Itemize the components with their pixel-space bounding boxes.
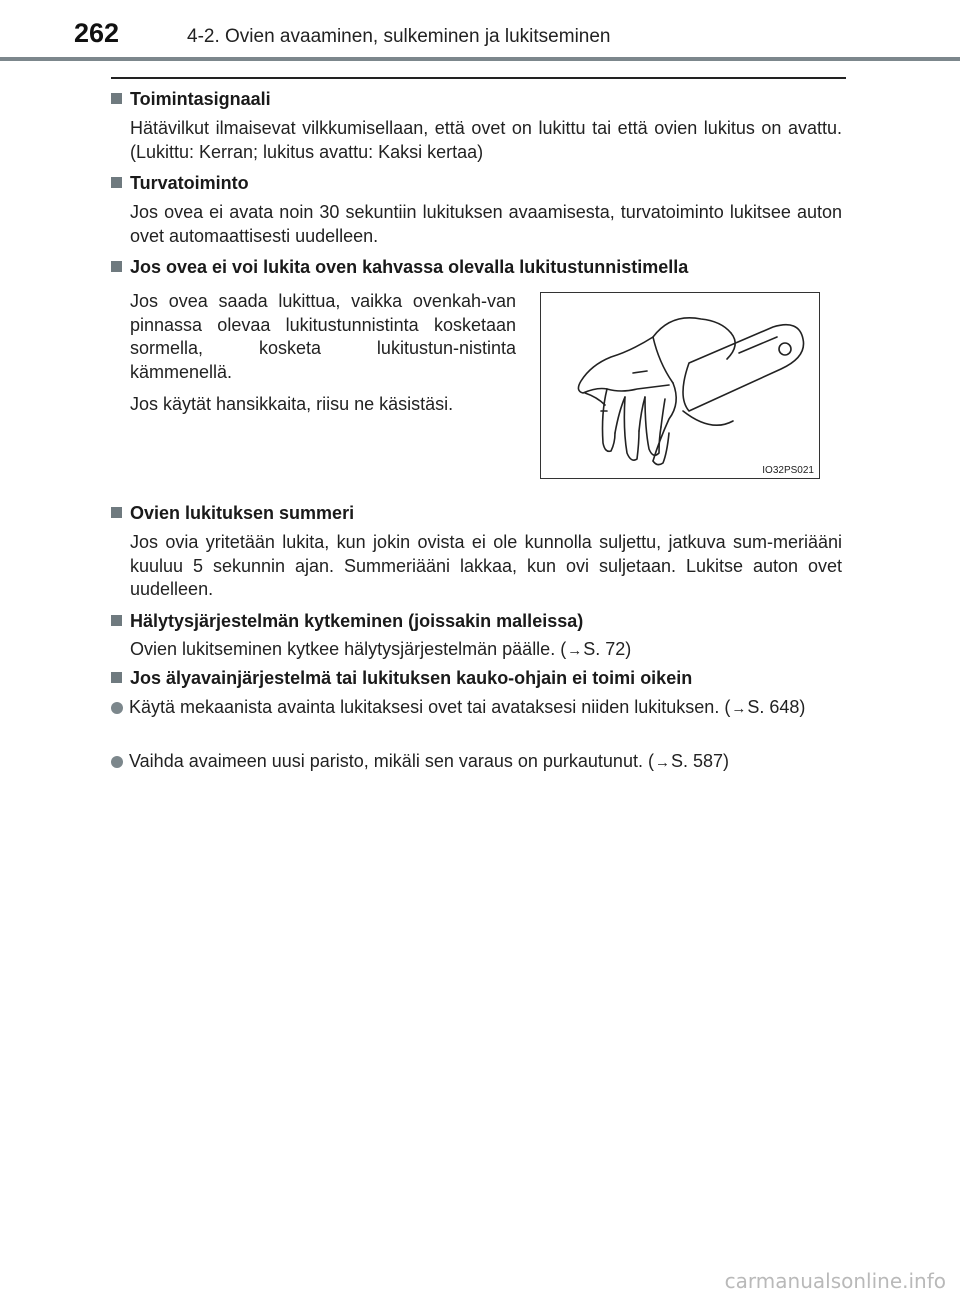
watermark: carmanualsonline.info [724, 1269, 946, 1293]
section-text: Ovien lukitseminen kytkee hälytysjärjestelmän päälle. (→S. 72) [130, 639, 632, 659]
section-text: Jos ovea saada lukittua, vaikka ovenkah-van pinnassa olevaa lukitustunnistinta kosketaan sormella, kosketa lukitustun-nistinta kämmenellä. [130, 291, 516, 382]
square-bullet-icon [111, 615, 122, 626]
section-heading: Turvatoiminto [111, 173, 249, 194]
arrow-right-icon: → [567, 642, 583, 659]
chapter-title: 4-2. Ovien avaaminen, sulkeminen ja lukitseminen [187, 26, 611, 47]
arrow-right-icon: → [731, 700, 747, 717]
top-rule [111, 77, 846, 79]
section-text: Jos ovea ei avata noin 30 sekuntiin lukituksen avaamisesta, turvatoiminto lukitsee auton ovet automaattisesti uudelleen. [130, 202, 842, 246]
hand-on-door-handle-figure [540, 292, 820, 479]
figure-code: IO32PS021 [762, 465, 814, 476]
header-bar [0, 57, 960, 61]
page-reference[interactable]: S. 587) [670, 751, 729, 771]
section-heading: Ovien lukituksen summeri [111, 503, 354, 524]
section-heading: Jos älyavainjärjestelmä tai lukituksen kauko-ohjain ei toimi oikein [111, 668, 692, 689]
section-heading: Toimintasignaali [111, 89, 271, 110]
section-heading: Jos ovea ei voi lukita oven kahvassa olevalla lukitustunnistimella [111, 257, 688, 278]
square-bullet-icon [111, 507, 122, 518]
section-text: Jos käytät hansikkaita, riisu ne käsistäsi. [130, 394, 454, 414]
arrow-right-icon: → [654, 754, 670, 771]
bullet-item: Käytä mekaanista avainta lukitaksesi ovet tai avataksesi niiden lukituksen. (→S. 648) [111, 696, 842, 721]
page-number: 262 [74, 18, 120, 48]
page-reference[interactable]: S. 648) [747, 697, 806, 717]
section-text: Hätävilkut ilmaisevat vilkkumisellaan, että ovet on lukittu tai että ovien lukitus on avattu. (Lukittu: Kerran; lukitus avattu: Kaksi kertaa) [130, 118, 842, 162]
circle-bullet-icon [111, 756, 123, 768]
bullet-item: Vaihda avaimeen uusi paristo, mikäli sen varaus on purkautunut. (→S. 587) [111, 750, 842, 775]
section-heading: Hälytysjärjestelmän kytkeminen (joissakin malleissa) [111, 611, 583, 632]
square-bullet-icon [111, 93, 122, 104]
page-reference[interactable]: S. 72) [583, 639, 632, 659]
square-bullet-icon [111, 672, 122, 683]
circle-bullet-icon [111, 702, 123, 714]
square-bullet-icon [111, 177, 122, 188]
section-text: Jos ovia yritetään lukita, kun jokin ovista ei ole kunnolla suljettu, jatkuva sum-meriääni kuuluu 5 sekunnin ajan. Summeriääni lakkaa, kun ovi suljetaan. Lukitse auton ovet uudelleen. [130, 532, 842, 599]
hand-illustration [541, 293, 818, 477]
page-header [0, 0, 960, 62]
square-bullet-icon [111, 261, 122, 272]
